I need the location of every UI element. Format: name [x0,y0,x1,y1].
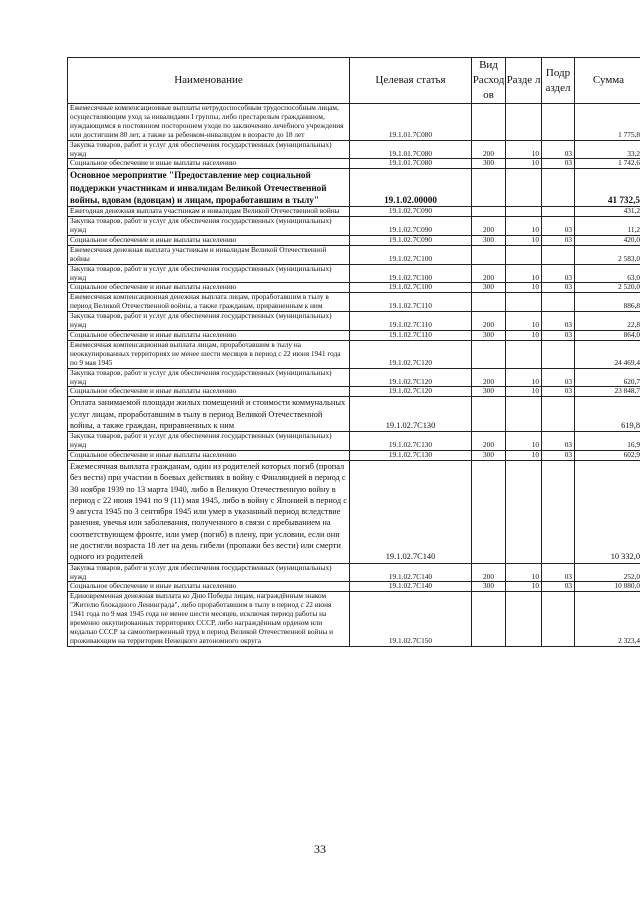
cell-expense-type: 300 [472,582,506,592]
cell-expense-type [472,592,506,646]
cell-sum: 602,9 [575,451,640,461]
table-row [68,387,640,397]
cell-subsection [542,592,575,646]
cell-section [506,104,542,141]
cell-target: 19.1.02.7С110 [350,312,472,331]
header-name: Наименование [68,58,350,104]
table-row [68,312,640,331]
cell-expense-type [472,460,506,563]
cell-section: 10 [506,432,542,451]
cell-subsection: 03 [542,582,575,592]
cell-name: Социальное обеспечение и иные выплаты населению [68,451,350,461]
cell-sum: 2 520,0 [575,283,640,293]
table-row [68,235,640,245]
cell-subsection: 03 [542,563,575,582]
cell-section: 10 [506,264,542,283]
cell-target: 19.1.02.7С130 [350,451,472,461]
cell-name: Социальное обеспечение и иные выплаты населению [68,159,350,169]
cell-sum: 620,7 [575,368,640,387]
cell-target: 19.1.02.7С090 [350,207,472,217]
cell-section: 10 [506,235,542,245]
cell-subsection [542,460,575,563]
header-subsection: Подр аздел [542,58,575,104]
cell-name: Социальное обеспечение и иные выплаты населению [68,582,350,592]
cell-target: 19.1.02.00000 [350,169,472,207]
cell-subsection: 03 [542,264,575,283]
cell-subsection [542,245,575,264]
cell-name: Социальное обеспечение и иные выплаты населению [68,387,350,397]
cell-expense-type [472,104,506,141]
cell-name: Социальное обеспечение и иные выплаты населению [68,331,350,341]
cell-sum: 886,8 [575,293,640,312]
cell-expense-type: 200 [472,264,506,283]
page-number: 33 [314,842,326,856]
cell-section: 10 [506,451,542,461]
cell-target: 19.1.02.7С100 [350,264,472,283]
cell-subsection [542,207,575,217]
table-row [68,592,640,646]
cell-expense-type [472,340,506,368]
table-row [68,217,640,236]
cell-sum: 420,0 [575,235,640,245]
cell-subsection [542,293,575,312]
cell-section [506,460,542,563]
cell-target: 19.1.02.7С110 [350,331,472,341]
cell-expense-type: 300 [472,283,506,293]
cell-subsection: 03 [542,140,575,159]
cell-target: 19.1.02.7С140 [350,563,472,582]
cell-expense-type: 300 [472,387,506,397]
cell-sum: 619,8 [575,397,640,432]
cell-name: Закупка товаров, работ и услуг для обеспечения государственных (муниципальных) нужд [68,563,350,582]
table-row [68,451,640,461]
cell-target: 19.1.02.7С090 [350,217,472,236]
cell-target: 19.1.02.7С120 [350,368,472,387]
table-row [68,293,640,312]
cell-expense-type: 200 [472,217,506,236]
cell-section [506,293,542,312]
cell-name: Закупка товаров, работ и услуг для обеспечения государственных (муниципальных) нужд [68,368,350,387]
table-row [68,340,640,368]
cell-sum: 431,2 [575,207,640,217]
budget-table [67,57,640,647]
cell-sum: 41 732,5 [575,169,640,207]
cell-section [506,592,542,646]
cell-section: 10 [506,582,542,592]
header-section: Разде л [506,58,542,104]
table-row [68,264,640,283]
cell-name: Ежегодная денежная выплата участникам и инвалидам Великой Отечественной войны [68,207,350,217]
cell-section: 10 [506,283,542,293]
cell-target: 19.1.01.7С080 [350,140,472,159]
cell-expense-type: 200 [472,368,506,387]
cell-sum: 22,8 [575,312,640,331]
cell-expense-type [472,397,506,432]
cell-target: 19.1.02.7С150 [350,592,472,646]
cell-section: 10 [506,217,542,236]
cell-section: 10 [506,331,542,341]
table-row [68,460,640,563]
cell-expense-type: 200 [472,140,506,159]
cell-target: 19.1.02.7С140 [350,582,472,592]
cell-sum: 24 469,4 [575,340,640,368]
cell-subsection [542,169,575,207]
cell-expense-type: 200 [472,563,506,582]
cell-expense-type: 300 [472,159,506,169]
cell-target: 19.1.02.7С100 [350,245,472,264]
cell-name: Ежемесячные компенсационные выплаты нетрудоспособным трудоспособным лицам, осуществляющим уход за инвалидами I группы, либо престарелым гражданином, нуждающимся в постоянном постороннем уходе по заключению лечебного учреждения или достигшим 80 лет, а также за ребенком-инвалидом в возрасте до 18 лет [68,104,350,141]
cell-subsection: 03 [542,432,575,451]
table-row [68,140,640,159]
cell-subsection: 03 [542,331,575,341]
cell-section: 10 [506,563,542,582]
cell-subsection: 03 [542,387,575,397]
table-row [68,169,640,207]
cell-target: 19.1.01.7С080 [350,159,472,169]
cell-name: Закупка товаров, работ и услуг для обеспечения государственных (муниципальных) нужд [68,217,350,236]
cell-section [506,340,542,368]
cell-name: Закупка товаров, работ и услуг для обеспечения государственных (муниципальных) нужд [68,140,350,159]
table-row [68,563,640,582]
cell-expense-type: 200 [472,432,506,451]
cell-expense-type: 300 [472,235,506,245]
table-row [68,207,640,217]
cell-section [506,207,542,217]
cell-subsection [542,397,575,432]
cell-section [506,245,542,264]
cell-target: 19.1.02.7С140 [350,460,472,563]
cell-target: 19.1.02.7С110 [350,293,472,312]
cell-target: 19.1.02.7С130 [350,432,472,451]
cell-section: 10 [506,159,542,169]
cell-target: 19.1.02.7С120 [350,340,472,368]
cell-expense-type [472,293,506,312]
cell-sum: 1 775,8 [575,104,640,141]
table-row [68,104,640,141]
table-body [68,104,640,647]
cell-subsection: 03 [542,312,575,331]
cell-sum: 1 742,6 [575,159,640,169]
cell-subsection: 03 [542,217,575,236]
cell-name: Оплата занимаемой площади жилых помещений и стоимости коммунальных услуг лицам, проработавшим в тылу в период Великой Отечественной войны, а также граждан, приравненных к ним [68,397,350,432]
cell-target: 19.1.02.7С100 [350,283,472,293]
cell-sum: 23 848,7 [575,387,640,397]
cell-subsection: 03 [542,368,575,387]
cell-name: Закупка товаров, работ и услуг для обеспечения государственных (муниципальных) нужд [68,264,350,283]
cell-sum: 2 323,4 [575,592,640,646]
header-row [68,58,640,104]
cell-target: 19.1.02.7С120 [350,387,472,397]
cell-sum: 11,2 [575,217,640,236]
table-row [68,245,640,264]
cell-name: Ежемесячная компенсационная выплата лицам, проработавшим в тылу на неоккупированных территориях не менее шести месяцев в период с 22 июня 1941 года по 9 мая 1945 [68,340,350,368]
cell-subsection: 03 [542,451,575,461]
cell-expense-type: 300 [472,451,506,461]
cell-expense-type [472,245,506,264]
cell-sum: 2 583,0 [575,245,640,264]
table-row [68,397,640,432]
cell-name: Основное мероприятие "Предоставление мер социальной поддержки участникам и инвалидам Великой Отечественной войны, вдовам (вдовцам) и лицам, проработавшим в тылу" [68,169,350,207]
cell-sum: 63,0 [575,264,640,283]
cell-subsection: 03 [542,283,575,293]
cell-sum: 33,2 [575,140,640,159]
cell-name: Ежемесячная выплата гражданам, один из родителей которых погиб (пропал без вести) при участии в боевых действиях в войну с Финляндией в период с 30 ноября 1939 по 13 марта 1940, либо в Великую Отечественную войну в период с 22 июня 1941 по 9 (11) мая 1945, либо в войну с Японией в период с 9 августа 1945 по 3 сентября 1945 или умер в указанный период вследствие ранения, увечья или заболевания, полученного в связи с пребыванием на соответствующем фронте, или умер (погиб) в плену, при условии, если они не достигли возраста 18 лет на день гибели (пропажи без вести) или смерти одного из родителей [68,460,350,563]
cell-section: 10 [506,140,542,159]
cell-name: Закупка товаров, работ и услуг для обеспечения государственных (муниципальных) нужд [68,432,350,451]
cell-expense-type [472,169,506,207]
cell-target: 19.1.02.7С130 [350,397,472,432]
cell-section: 10 [506,368,542,387]
cell-sum: 864,0 [575,331,640,341]
cell-section: 10 [506,312,542,331]
cell-target: 19.1.01.7С080 [350,104,472,141]
cell-section: 10 [506,387,542,397]
table-row [68,582,640,592]
table-row [68,283,640,293]
cell-sum: 10 332,0 [575,460,640,563]
cell-subsection [542,104,575,141]
cell-name: Ежемесячная денежная выплата участникам и инвалидам Великой Отечественной войны [68,245,350,264]
header-target: Целевая статья [350,58,472,104]
cell-name: Социальное обеспечение и иные выплаты населению [68,235,350,245]
cell-name: Единовременная денежная выплата ко Дню Победы лицам, награждённым знаком "Жителю блокадного Ленинграда", либо проработавшим в тылу в период с 22 июня 1941 года по 9 мая 1945 года не менее шести месяцев, исключая период работы на временно оккупированных территориях СССР, либо награждённым орденом или медалью СССР за самоотверженный труд в период Великой Отечественной войны и проживающим на территории Ненецкого автономного округа [68,592,350,646]
cell-expense-type: 300 [472,331,506,341]
cell-subsection: 03 [542,235,575,245]
cell-sum: 10 080,0 [575,582,640,592]
cell-section [506,397,542,432]
cell-name: Ежемесячная компенсационная денежная выплата лицам, проработавшим в тылу в период Великой Отечественной войны, а также гражданам, приравненным к ним [68,293,350,312]
cell-expense-type: 200 [472,312,506,331]
cell-target: 19.1.02.7С090 [350,235,472,245]
table-row [68,368,640,387]
table-row [68,432,640,451]
cell-sum: 16,9 [575,432,640,451]
cell-subsection: 03 [542,159,575,169]
cell-name: Социальное обеспечение и иные выплаты населению [68,283,350,293]
table-row [68,331,640,341]
cell-sum: 252,0 [575,563,640,582]
table-row [68,159,640,169]
cell-subsection [542,340,575,368]
header-expense-type: Вид Расход ов [472,58,506,104]
header-sum: Сумма [575,58,640,104]
cell-section [506,169,542,207]
cell-expense-type [472,207,506,217]
cell-name: Закупка товаров, работ и услуг для обеспечения государственных (муниципальных) нужд [68,312,350,331]
